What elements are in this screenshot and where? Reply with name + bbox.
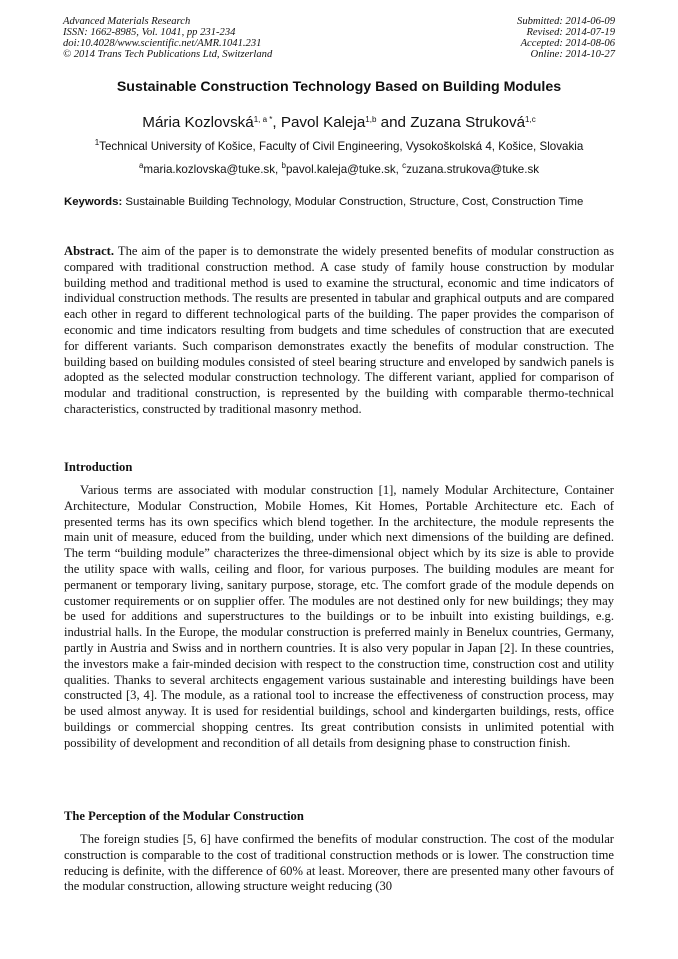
author-affil-mark: 1,c <box>525 115 536 124</box>
author-email[interactable]: zuzana.strukova@tuke.sk <box>406 163 540 176</box>
abstract <box>64 244 614 418</box>
journal-issn: ISSN: 1662-8985, Vol. 1041, pp 231-234 <box>63 27 236 38</box>
section-heading-perception: The Perception of the Modular Construction <box>64 809 304 823</box>
affiliation-text: Technical University of Košice, Faculty of Civil Engineering, Vysokoškolská 4, Košice, Slovakia <box>99 140 584 153</box>
affiliation <box>0 138 678 153</box>
author-name: Mária Kozlovská <box>142 114 254 131</box>
submission-dates <box>517 16 615 60</box>
author-email[interactable]: maria.kozlovska@tuke.sk <box>143 163 276 176</box>
journal-doi: doi:10.4028/www.scientific.net/AMR.1041.231 <box>63 38 262 49</box>
author-list: Mária Kozlovská$^{1, a *}$, Pavol Kaleja$^{1,b}$ and Zuzana Struková$^{1,c}$ <box>142 114 536 131</box>
author-affil-mark: 1,b <box>365 115 377 124</box>
journal-name: Advanced Materials Research <box>63 16 191 27</box>
date-online: Online: 2014-10-27 <box>530 49 615 60</box>
paper-title: Sustainable Construction Technology Based on Building Modules <box>116 79 562 95</box>
email-list: $^a$maria.kozlovska@tuke.sk, $^b$pavol.kaleja@tuke.sk, $^c$zuzana.strukova@tuke.sk <box>138 161 540 176</box>
affiliation-mark: 1 <box>94 138 100 147</box>
author-affil-mark: 1, a * <box>253 115 273 124</box>
author-name: Pavol Kaleja <box>280 114 366 131</box>
date-submitted: Submitted: 2014-06-09 <box>517 16 615 27</box>
abstract-text: The aim of the paper is to demonstrate the widely presented benefits of modular construction as compared with traditional construction method. A case study of family house construction by modular building method and traditional method is used to examine the structural, economic and time indicators of individual construction methods. The results are presented in tabular and graphical outputs and are compared each other in regard to different technological parts of the building. The paper provides the comparison of economic and time indicators resulting from budgets and time schedules of construction that are executed for different variants. Such comparison demonstrates exactly the benefits of modular construction. The building based on building modules consisted of steel bearing structure and enveloped by sandwich panels is adopted as the selected modular construction technology. The different variant, applied for comparison of modular and traditional construction, is represented by the building with comparable thermo-technical characteristics, constructed by traditional masonry method. <box>64 244 615 416</box>
date-revised: Revised: 2014-07-19 <box>526 27 615 38</box>
introduction-paragraph: Various terms are associated with modular construction [1], namely Modular Architecture, Container Architecture, Modular Construction, Mobile Homes, Kit Homes, Portable Architecture etc. Each of presented terms has its own specifics which blend together. In the architecture, the module represents the main unit of measure, educed from the building, under which next dimensions of the building are defined. The term “building module” characterizes the three-dimensional object which by its size is able to provide the utility space with walls, ceiling and floor, for various purposes. The building modules are meant for permanent or temporary living, sanitary purpose, storage, etc. The comfort grade of the module depends on customer requirements or on supplier offer. The modules are not destined only for new buildings; they may be used for additions and superstructures to the buildings or to be inbuilt into existing buildings, e.g. industrial halls. In the Europe, the modular construction is preferred mainly in Benelux countries, Germany, partly in Austria and Swiss and in northern countries. It is also very popular in Japan [2]. In these countries, the investors make a fair-minded decision with respect to the construction time, construction cost and utility qualities. Thanks to several architects engagement various sustainable and interesting buildings have been constructed [3, 4]. The module, as a rational tool to increase the effectiveness of construction process, may be used almost anyway. It is used for residential buildings, school and kindergarten buildings, rests, office buildings or commercial shopping centres. Its great contribution consists in unlimited potential with possibility of development and recondition of all details from designing phase to construction finish. <box>64 483 614 750</box>
journal-copyright: © 2014 Trans Tech Publications Ltd, Switzerland <box>63 49 273 60</box>
keywords-label: Keywords: <box>64 196 123 208</box>
author-email[interactable]: pavol.kaleja@tuke.sk <box>285 163 396 176</box>
perception-paragraph: The foreign studies [5, 6] have confirmed the benefits of modular construction. The cost of the modular construction is comparable to the cost of traditional construction methods or is lower. The construction time reducing is definite, with the difference of 60% at least. Moreover, there are presented many other favours of the modular construction, allowing structure weight reducing (30 <box>64 832 614 894</box>
keywords <box>64 195 614 210</box>
section-heading-introduction: Introduction <box>64 460 133 474</box>
date-accepted: Accepted: 2014-08-06 <box>520 38 615 49</box>
keywords-text: Sustainable Building Technology, Modular Construction, Structure, Cost, Construction Time <box>125 196 584 208</box>
journal-info <box>63 16 272 60</box>
author-name: Zuzana Struková <box>410 114 526 131</box>
abstract-label: Abstract. <box>64 244 115 258</box>
